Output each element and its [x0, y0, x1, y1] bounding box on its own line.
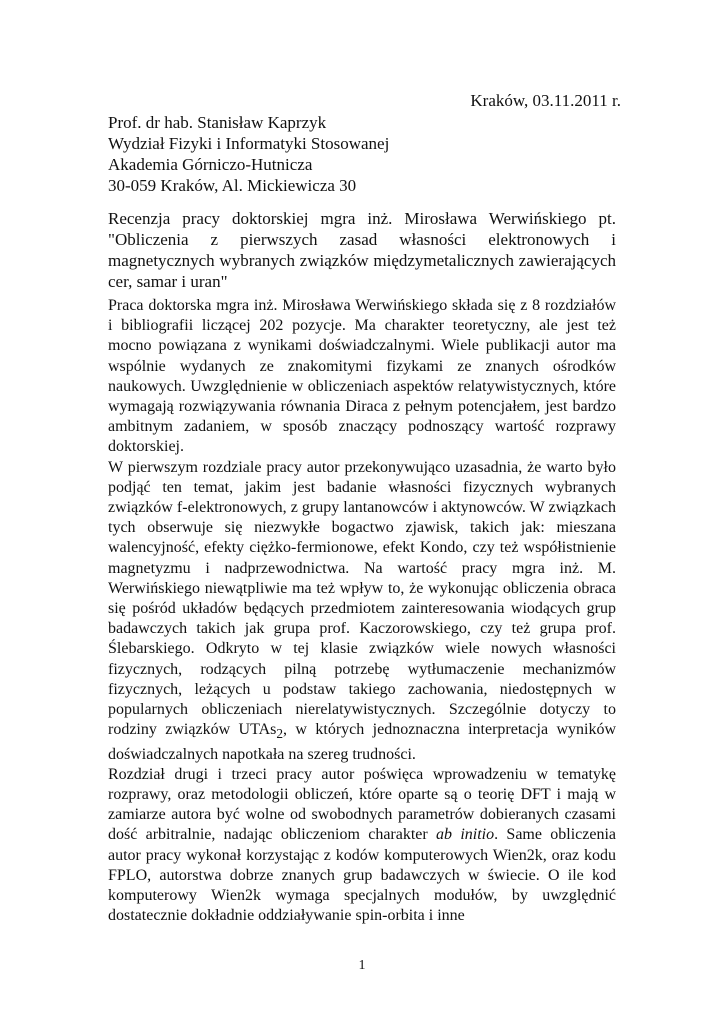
paragraph-chapter-one-tail: , w których jednoznaczna interpretacja wyników doświadczalnych napotkała na szereg trudności.: [108, 721, 617, 763]
paragraph-chapters-two-three: [108, 765, 616, 927]
address-line-street: 30-059 Kraków, Al. Mickiewicza 30: [108, 176, 357, 195]
review-body: [108, 296, 616, 926]
letter-date: Kraków, 03.11.2011 r.: [470, 91, 621, 110]
subscript-two: 2: [276, 726, 284, 742]
paragraph-overview: Praca doktorska mgra inż. Mirosława Werwińskiego składa się z 8 rozdziałów i bibliografii liczącej 202 pozycje. Ma charakter teoretyczny, ale jest też mocno powiązana z wynikami doświadczalnymi. Wiele publikacji autor ma wspólnie wydanych ze znakomitymi fizykami ze znanych ośrodków naukowych. Uwzględnienie w obliczeniach aspektów relatywistycznych, które wymagają rozwiązywania równania Diraca z pełnym potencjałem, jest bardzo ambitnym zadaniem, w sposób znaczący podnoszący wartość rozprawy doktorskiej.: [108, 297, 616, 456]
address-line-faculty: Wydział Fizyki i Informatyki Stosowanej: [108, 134, 390, 153]
page-number: 1: [358, 958, 366, 973]
review-title: Recenzja pracy doktorskiej mgra inż. Mirosława Werwińskiego pt. "Obliczenia z pierwszych zasad własności elektronowych i magnetycznych wybranych związków międzymetalicznych zawierających cer, samar i uran": [108, 209, 616, 291]
address-line-academy: Akademia Górniczo-Hutnicza: [108, 155, 313, 174]
ab-initio-term: ab initio: [436, 826, 495, 844]
recipient-address: [108, 112, 389, 196]
paragraph-chapters-text: Rozdział drugi i trzeci pracy autor poświęca wprowadzeniu w tematykę rozprawy, oraz metodologii obliczeń, które oparte są o teorię DFT i mają w zamiarze autora być wolne od swobodnych parametrów dobieranych czasami dość arbitralnie, nadając obliczeniom charakter: [108, 765, 616, 844]
address-line-name: Prof. dr hab. Stanisław Kaprzyk: [108, 113, 327, 132]
paragraph-chapter-one: [108, 458, 616, 765]
paragraph-chapter-one-text: W pierwszym rozdziale pracy autor przekonywująco uzasadnia, że warto było podjąć ten temat, jakim jest badanie własności fizycznych wybranych związków f-elektronowych, z grupy lantanowców i aktynowców. W związkach tych obserwuje się niezwykłe bogactwo zjawisk, takich jak: mieszana walencyjność, efekty ciężko-fermionowe, efekt Kondo, czy też współistnienie magnetyzmu i nadprzewodnictwa. Na wartość pracy mgra inż. M. Werwińskiego niewątpliwie ma też wpływ to, że wykonując obliczenia obraca się pośród układów będących przedmiotem zainteresowania wiodących grup badawczych takich jak grupa prof. Kaczorowskiego, czy też grupa prof. Ślebarskiego. Odkryto w tej klasie związków wiele nowych własności fizycznych, rodzących pilną potrzebę wytłumaczenie mechanizmów fizycznych, leżących u podstaw takiego zachowania, niedostępnych w popularnych obliczeniach nierelatywistycznych. Szczególnie dotyczy to rodziny związków UTAs: [108, 458, 616, 739]
paragraph-chapters-tail: . Same obliczenia autor pracy wykonał korzystając z kodów komputerowych Wien2k, oraz kodu FPLO, autorstwa dobrze znanych grup badawczych w świecie. O ile kod komputerowy Wien2k wymaga specjalnych modułów, by uwzględnić dostatecznie dokładnie oddziaływanie spin-orbita i inne: [108, 826, 617, 925]
